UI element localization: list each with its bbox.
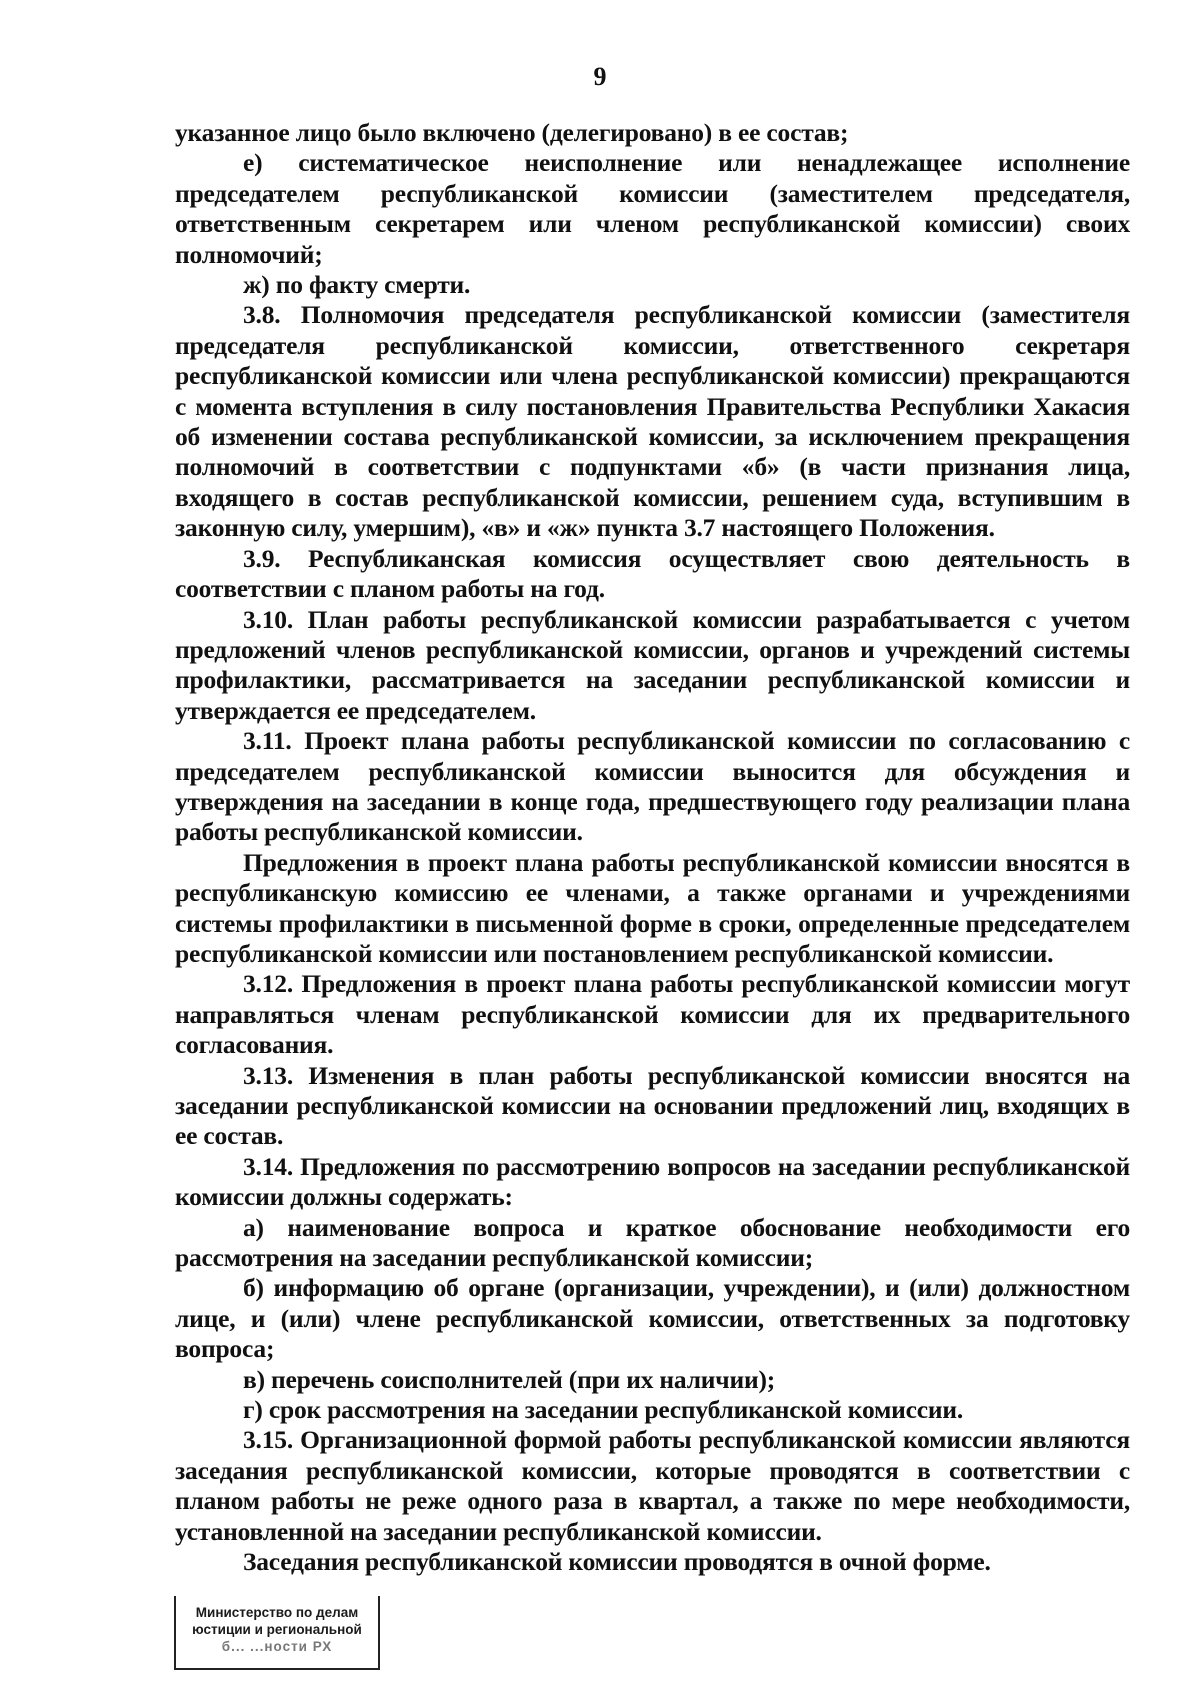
paragraph-3-12: 3.12. Предложения в проект плана работы республиканской комиссии могут направляться членам республиканской комиссии для их предварительного согласования. — [175, 969, 1130, 1060]
stamp-line-3: б... ...ности РХ — [221, 1639, 333, 1654]
paragraph-3-15: 3.15. Организационной формой работы республиканской комиссии являются заседания республиканской комиссии, которые проводятся в соответствии с планом работы не реже одного раза в квартал, а также по мере необходимости, установленной на заседании республиканской комиссии. — [175, 1425, 1130, 1546]
paragraph-3-14: 3.14. Предложения по рассмотрению вопросов на заседании республиканской комиссии должны содержать: — [175, 1151, 1130, 1212]
paragraph-3-11-proposals: Предложения в проект плана работы республиканской комиссии вносятся в республиканскую комиссию ее членами, а также органами и учреждениями системы профилактики в письменной форме в сроки, определенные председателем республиканской комиссии или постановлением республиканской комиссии. — [175, 847, 1130, 968]
stamp-line-1: Министерство по делам — [195, 1605, 359, 1620]
paragraph-item-g: г) срок рассмотрения на заседании республиканской комиссии. — [243, 1395, 964, 1425]
paragraph-3-10: 3.10. План работы республиканской комиссии разрабатывается с учетом предложений членов республиканской комиссии, органов и учреждений системы профилактики, рассматривается на заседании республиканской комиссии и утверждается ее председателем. — [175, 604, 1130, 725]
stamp-line-2: юстиции и региональной — [192, 1622, 362, 1637]
document-body — [175, 118, 1130, 1578]
paragraph-3-13: 3.13. Изменения в план работы республиканской комиссии вносятся на заседании республиканской комиссии на основании предложений лиц, входящих в ее состав. — [175, 1060, 1130, 1151]
paragraph-3-11: 3.11. Проект плана работы республиканской комиссии по согласованию с председателем республиканской комиссии выносится для обсуждения и утверждения на заседании в конце года, предшествующего году реализации плана работы республиканской комиссии. — [175, 726, 1130, 847]
paragraph-item-v: в) перечень соисполнителей (при их наличии); — [243, 1364, 776, 1394]
ministry-stamp — [174, 1596, 380, 1670]
paragraph-item-b: б) информацию об органе (организации, учреждении), и (или) должностном лице, и (или) члене республиканской комиссии, ответственных за подготовку вопроса; — [175, 1273, 1130, 1364]
paragraph-item-zh: ж) по факту смерти. — [243, 270, 471, 300]
paragraph-3-15-meetings: Заседания республиканской комиссии проводятся в очной форме. — [243, 1547, 991, 1577]
paragraph-3-9: 3.9. Республиканская комиссия осуществляет свою деятельность в соответствии с планом работы на год. — [175, 543, 1130, 604]
paragraph-item-e: е) систематическое неисполнение или ненадлежащее исполнение председателем республиканской комиссии (заместителем председателя, ответственным секретарем или членом республиканской комиссии) своих полномочий; — [175, 148, 1130, 269]
page-number: 9 — [593, 62, 607, 91]
paragraph-item-a: а) наименование вопроса и краткое обоснование необходимости его рассмотрения на заседании республиканской комиссии; — [175, 1212, 1130, 1273]
paragraph-3-8: 3.8. Полномочия председателя республиканской комиссии (заместителя председателя республиканской комиссии, ответственного секретаря республиканской комиссии или члена республиканской комиссии) прекращаются с момента вступления в силу постановления Правительства Республики Хакасия об изменении состава республиканской комиссии, за исключением прекращения полномочий в соответствии с подпунктами «б» (в части признания лица, входящего в состав республиканской комиссии, решением суда, вступившим в законную силу, умершим), «в» и «ж» пункта 3.7 настоящего Положения. — [175, 300, 1130, 543]
paragraph-continuation: указанное лицо было включено (делегировано) в ее состав; — [175, 118, 849, 147]
